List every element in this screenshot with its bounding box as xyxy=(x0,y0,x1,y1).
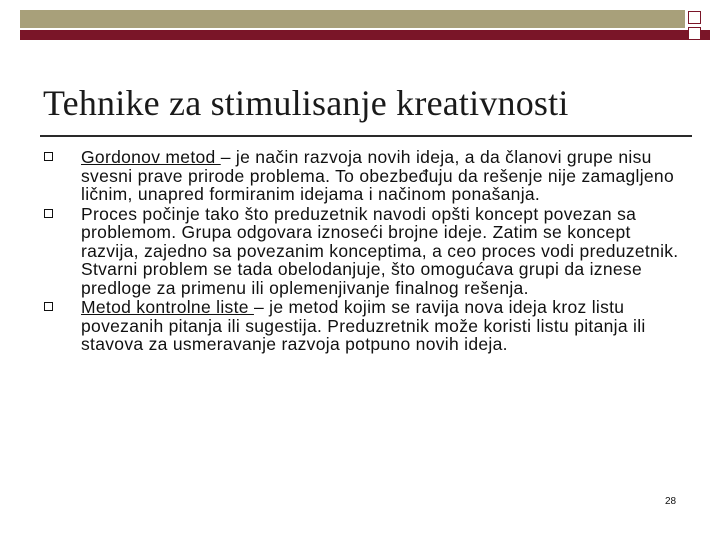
bullet-text: – je način razvoja novih ideja, a da članovi grupe nisu svesni prave prirode problema. To obezbeđuju da rešenje nije zamagljeno ličnim, unapred formiranim idejama i načinom ponašanja. xyxy=(81,147,674,204)
bullet-list xyxy=(40,148,690,355)
title-divider xyxy=(40,135,692,137)
square-bullet-icon xyxy=(44,209,53,218)
slide-title: Tehnike za stimulisanje kreativnosti xyxy=(43,83,569,123)
square-bullet-icon xyxy=(44,152,53,161)
corner-square-top xyxy=(688,11,701,24)
bullet-lead-term: Gordonov metod xyxy=(81,147,221,167)
bullet-text: Proces počinje tako što preduzetnik navodi opšti koncept povezan sa problemom. Grupa odgovara iznoseći brojne ideje. Zatim se koncept razvija, zajedno sa povezanim konceptima, a ceo proces vodi preduzetnik. Stvarni problem se tada obelodanjuje, što omogućava grupi da iznese predloge za primenu ili oplemenjivanje finalnog rešenja. xyxy=(81,203,679,298)
header-accent-line xyxy=(20,30,710,40)
bullet-text: – je metod kojim se ravija nova ideja kroz listu povezanih pitanja ili sugestija. Preduzretnik može koristi listu pitanja ili stavova za usmeravanje razvoja potpuno novih ideja. xyxy=(81,297,646,354)
square-bullet-icon xyxy=(44,302,53,311)
header-band xyxy=(20,10,685,28)
bullet-item-metod-kontrolne-liste xyxy=(40,298,690,354)
bullet-lead-term: Metod kontrolne liste xyxy=(81,297,254,317)
page-number: 28 xyxy=(665,496,677,507)
corner-square-bottom xyxy=(688,27,701,40)
bullet-item-proces xyxy=(40,205,690,298)
bullet-item-gordonov-metod xyxy=(40,148,690,204)
